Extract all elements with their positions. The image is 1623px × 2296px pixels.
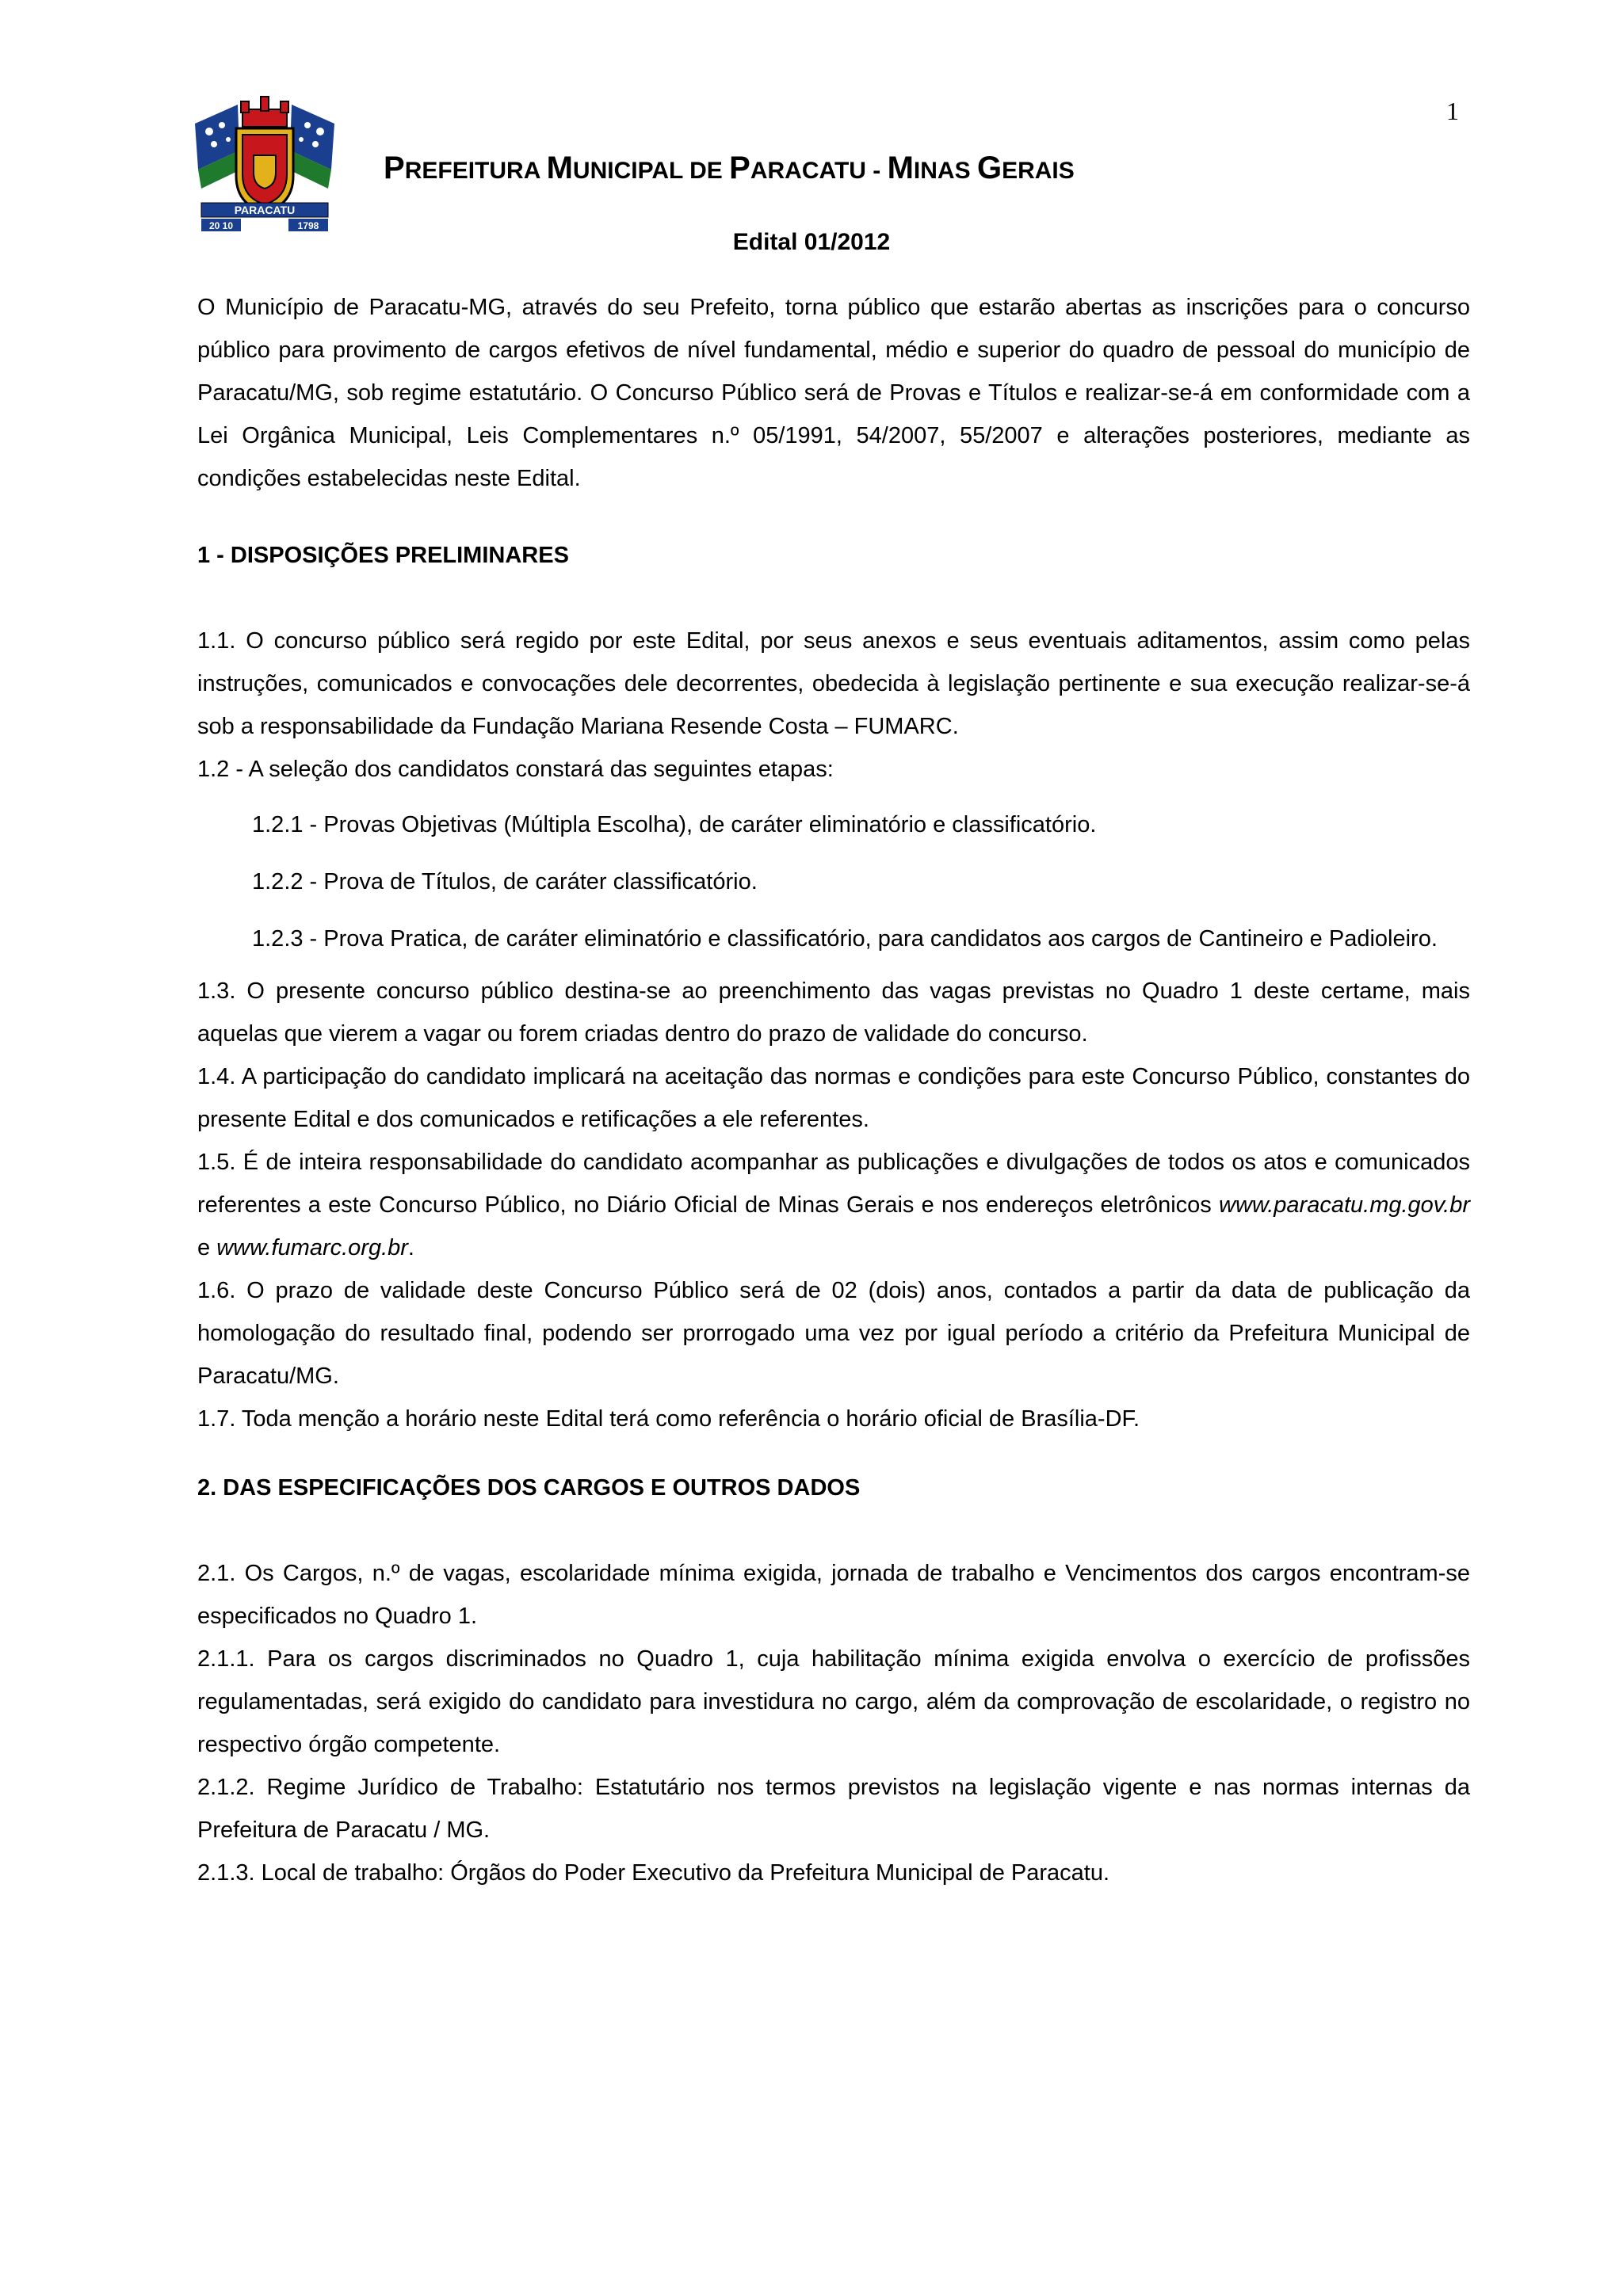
- paragraph-1-5: 1.5. É de inteira responsabilidade do candidato acompanhar as publicações e divulgações de todos os atos e comunicados referentes a este Concurso Público, no Diário Oficial de Minas Gerais e nos endereços eletrônicos www.paracatu.mg.gov.br e www.fumarc.org.br.: [197, 1150, 1470, 1261]
- intro-paragraph: O Município de Paracatu-MG, através do seu Prefeito, torna público que estarão abertas as inscrições para o concurso público para provimento de cargos efetivos de nível fundamental, médio e superior do quadro de pessoal do município de Paracatu/MG, sob regime estatutário. O Concurso Público será de Provas e Títulos e realizar-se-á em conformidade com a Lei Orgânica Municipal, Leis Complementares n.º 05/1991, 54/2007, 55/2007 e alterações posteriores, mediante as condições estabelecidas neste Edital.: [197, 295, 1470, 491]
- crest-year-right: 1798: [297, 220, 319, 231]
- paragraph-1-6: 1.6. O prazo de validade deste Concurso Público será de 02 (dois) anos, contados a partir da data de publicação da homologação do resultado final, podendo ser prorrogado uma vez por igual período a critério da Prefeitura Municipal de Paracatu/MG.: [197, 1278, 1470, 1389]
- paragraph-2-1: 2.1. Os Cargos, n.º de vagas, escolaridade mínima exigida, jornada de trabalho e Vencimentos dos cargos encontram-se especificados no Quadro 1.: [197, 1561, 1470, 1629]
- paragraph-2-1-2: 2.1.2. Regime Jurídico de Trabalho: Estatutário nos termos previstos na legislação vigente e nas normas internas da Prefeitura de Paracatu / MG.: [197, 1775, 1470, 1843]
- paragraph-1-7: 1.7. Toda menção a horário neste Edital terá como referência o horário oficial de Brasília-DF.: [197, 1406, 1140, 1432]
- crest-banner-text: PARACATU: [234, 204, 296, 216]
- paragraph-1-3: 1.3. O presente concurso público destina-se ao preenchimento das vagas previstas no Quadro 1 deste certame, mais aquelas que vierem a vagar ou forem criadas dentro do prazo de validade do concurso.: [197, 978, 1470, 1047]
- paragraph-1-2-2: 1.2.2 - Prova de Títulos, de caráter classificatório.: [252, 869, 758, 894]
- crest-year-left: 20 10: [208, 220, 234, 231]
- link-fumarc: www.fumarc.org.br: [216, 1235, 408, 1261]
- header-title: PREFEITURA MUNICIPAL DE PARACATU - MINAS GERAIS: [384, 151, 1075, 185]
- paragraph-1-1: 1.1. O concurso público será regido por este Edital, por seus anexos e seus eventuais aditamentos, assim como pelas instruções, comunicados e convocações dele decorrentes, obedecida à legislação pertinente e sua execução realizar-se-á sob a responsabilidade da Fundação Mariana Resende Costa – FUMARC.: [197, 628, 1470, 739]
- paragraph-1-2-1: 1.2.1 - Provas Objetivas (Múltipla Escolha), de caráter eliminatório e classificatório.: [252, 812, 1097, 837]
- paragraph-2-1-1: 2.1.1. Para os cargos discriminados no Quadro 1, cuja habilitação mínima exigida envolva o exercício de profissões regulamentadas, será exigido do candidato para investidura no cargo, além da comprovação de escolaridade, o registro no respectivo órgão competente.: [197, 1646, 1470, 1757]
- paragraph-1-4: 1.4. A participação do candidato implicará na aceitação das normas e condições para este Concurso Público, constantes do presente Edital e dos comunicados e retificações a ele referentes.: [197, 1064, 1470, 1132]
- paragraph-2-1-3: 2.1.3. Local de trabalho: Órgãos do Poder Executivo da Prefeitura Municipal de Paracatu.: [197, 1860, 1110, 1886]
- coat-of-arms-logo: [190, 93, 339, 233]
- page-number: 1: [1446, 97, 1459, 125]
- document-title: Edital 01/2012: [732, 229, 891, 255]
- link-paracatu: www.paracatu.mg.gov.br: [1219, 1192, 1470, 1218]
- section-2-heading: 2. DAS ESPECIFICAÇÕES DOS CARGOS E OUTROS DADOS: [197, 1475, 861, 1501]
- paragraph-1-2-3: 1.2.3 - Prova Pratica, de caráter eliminatório e classificatório, para candidatos aos cargos de Cantineiro e Padioleiro.: [252, 926, 1438, 952]
- paragraph-1-2: 1.2 - A seleção dos candidatos constará das seguintes etapas:: [197, 757, 834, 782]
- document-body: [197, 286, 1470, 1894]
- section-1-heading: 1 - DISPOSIÇÕES PRELIMINARES: [197, 543, 569, 568]
